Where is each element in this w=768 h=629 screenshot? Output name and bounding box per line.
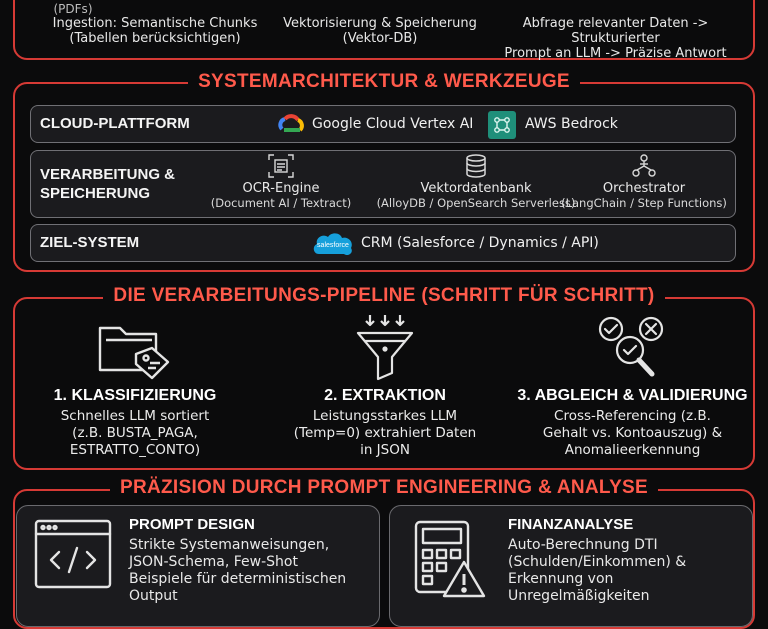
processing-storage-label-line2: SPEICHERUNG	[40, 185, 151, 202]
crm-label: CRM (Salesforce / Dynamics / API)	[361, 235, 599, 251]
cloud-platform-row	[30, 105, 736, 143]
step-extraction-desc	[270, 408, 500, 459]
orchestrator-name: Orchestrator	[602, 181, 686, 196]
architecture-title: SYSTEMARCHITEKTUR & WERKZEUGE	[188, 71, 580, 92]
step-extraction-line: Leistungsstarkes LLM	[312, 408, 458, 424]
pipeline-title-wrap	[0, 285, 768, 307]
processing-storage-row	[30, 150, 736, 218]
funnel-icon	[350, 313, 420, 389]
processing-storage-label	[40, 165, 175, 203]
prompt-design-line: JSON-Schema, Few-Shot	[129, 554, 298, 570]
financial-analysis-line: (Schulden/Einkommen) &	[508, 554, 687, 570]
step-extraction-line: in JSON	[360, 442, 410, 458]
processing-storage-label-line1: VERARBEITUNG &	[40, 166, 176, 183]
step-validation-desc	[515, 408, 750, 459]
step-extraction-line: (Temp=0) extrahiert Daten	[293, 425, 477, 441]
ocr-engine-detail: (Document AI / Textract)	[210, 196, 352, 210]
prompt-design-title: PROMPT DESIGN	[129, 516, 255, 533]
code-window-icon	[33, 518, 113, 594]
prompt-design-desc	[129, 537, 374, 605]
precision-title-wrap	[0, 477, 768, 499]
step-classification-line: (z.B. BUSTA_PAGA,	[72, 425, 198, 441]
flow-step-vectorization-line2: (Vektor-DB)	[342, 31, 418, 46]
google-cloud-vertex-label: Google Cloud Vertex AI	[312, 116, 474, 132]
aws-bedrock-label: AWS Bedrock	[525, 116, 618, 132]
step-validation-title: 3. ABGLEICH & VALIDIERUNG	[517, 387, 748, 404]
step-validation-line: Cross-Referencing (z.B.	[554, 408, 711, 424]
step-extraction-title: 2. EXTRAKTION	[324, 387, 446, 404]
flow-step-query-line2: Prompt an LLM -> Präzise Antwort	[504, 46, 727, 61]
salesforce-logo	[311, 230, 355, 262]
target-system-label: ZIEL-SYSTEM	[40, 234, 140, 251]
architecture-title-wrap	[0, 71, 768, 93]
step-classification-line: Schnelles LLM sortiert	[60, 408, 210, 424]
flow-step-vectorization-line1: Vektorisierung & Speicherung	[283, 16, 477, 31]
financial-analysis-card	[389, 505, 753, 627]
orchestrator-item	[545, 153, 743, 210]
orchestrator-icon	[545, 153, 743, 181]
vector-db-detail: (AlloyDB / OpenSearch Serverless)	[376, 196, 576, 210]
aws-bedrock-icon	[488, 111, 516, 139]
rag-flow-panel	[13, 0, 755, 60]
financial-analysis-desc	[508, 537, 748, 605]
precision-title: PRÄZISION DURCH PROMPT ENGINEERING & ANALYSE	[110, 477, 658, 498]
google-cloud-icon	[276, 112, 306, 140]
flow-step-ingestion	[25, 16, 285, 46]
target-system-row	[30, 224, 736, 262]
check-magnifier-icon	[596, 314, 670, 388]
calculator-warning-icon	[412, 518, 492, 602]
flow-step-ingestion-line2: (Tabellen berücksichtigen)	[69, 31, 241, 46]
financial-analysis-line: Auto-Berechnung DTI	[508, 537, 658, 553]
flow-step-ingestion-line1: Ingestion: Semantische Chunks	[52, 16, 258, 31]
pipeline-title: DIE VERARBEITUNGS-PIPELINE (SCHRITT FÜR SCHRITT)	[103, 285, 664, 306]
prompt-design-line: Beispiele für deterministischen	[129, 571, 347, 587]
prompt-design-line: Strikte Systemanweisungen,	[129, 537, 330, 553]
svg-text:salesforce: salesforce	[317, 242, 349, 249]
step-validation-line: Gehalt vs. Kontoauszug) &	[542, 425, 723, 441]
vector-db-name: Vektordatenbank	[420, 181, 532, 196]
financial-analysis-line: Unregelmäßigkeiten	[508, 588, 650, 604]
orchestrator-detail: (LangChain / Step Functions)	[561, 196, 727, 210]
prompt-design-line: Output	[129, 588, 178, 604]
flow-step-vectorization	[260, 16, 500, 46]
ocr-engine-name: OCR-Engine	[242, 181, 320, 196]
step-validation-line: Anomalieerkennung	[564, 442, 701, 458]
folder-tag-icon	[96, 316, 174, 388]
flow-step-query	[478, 16, 753, 61]
financial-analysis-line: Erkennung von	[508, 571, 614, 587]
step-classification-desc	[30, 408, 240, 459]
ocr-scan-icon	[191, 153, 371, 181]
step-classification-line: ESTRATTO_CONTO)	[69, 442, 201, 458]
ocr-engine-item	[191, 153, 371, 210]
step-classification-title: 1. KLASSIFIZIERUNG	[53, 387, 217, 404]
clipped-label: (PDFs)	[53, 2, 93, 16]
flow-step-query-line1: Abfrage relevanter Daten -> Strukturierter	[522, 16, 709, 46]
cloud-platform-label: CLOUD-PLATTFORM	[40, 115, 190, 132]
prompt-design-card	[16, 505, 380, 627]
financial-analysis-title: FINANZANALYSE	[508, 516, 634, 533]
